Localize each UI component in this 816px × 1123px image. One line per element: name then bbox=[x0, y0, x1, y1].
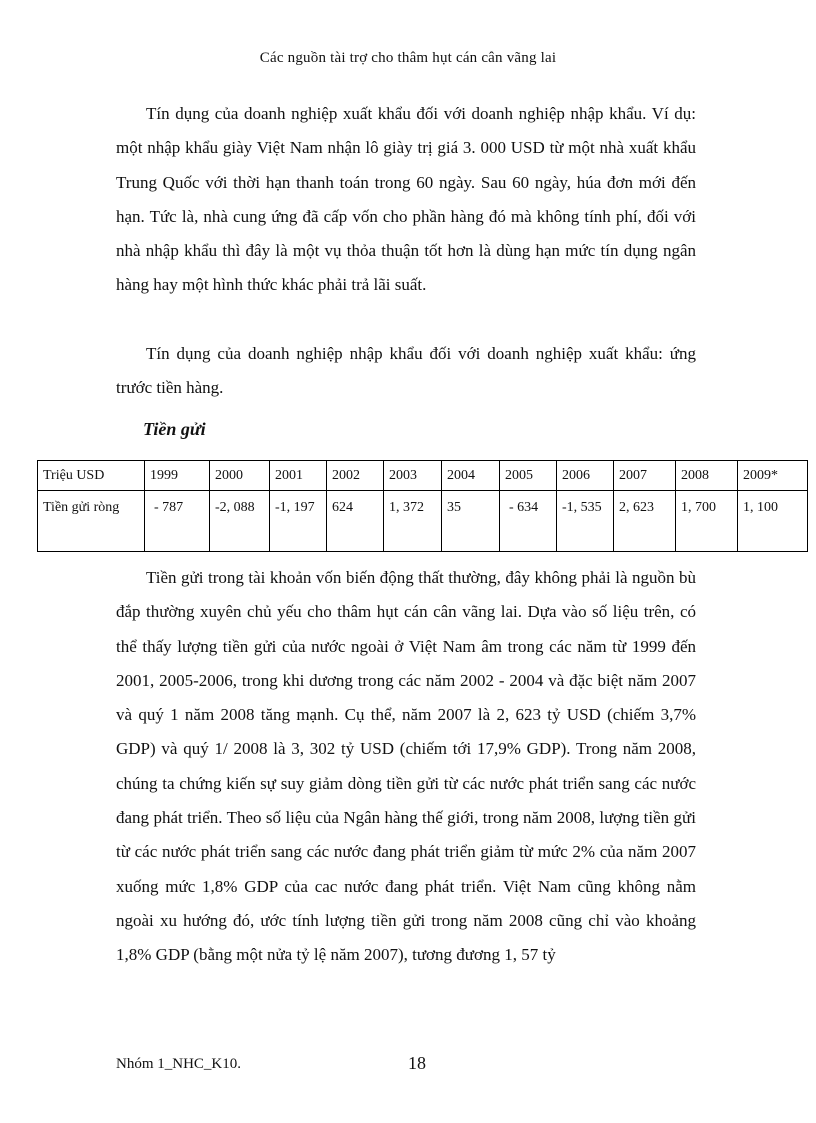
paragraph-importer-credit: Tín dụng của doanh nghiệp nhập khẩu đối với doanh nghiệp xuất khẩu: ứng trước tiền hàng. bbox=[116, 344, 696, 398]
table-cell: - 634 bbox=[500, 491, 557, 552]
row-label: Tiền gửi ròng bbox=[38, 491, 145, 552]
table-row bbox=[38, 491, 808, 552]
year-header: 2007 bbox=[614, 461, 676, 491]
paragraph-exporter-credit: Tín dụng của doanh nghiệp xuất khẩu đối với doanh nghiệp nhập khẩu. Ví dụ: một nhập khẩu giày Việt Nam nhận lô giày trị giá 3. 000 USD từ một nhà xuất khẩu Trung Quốc với thời hạn thanh toán trong 60 ngày. Sau 60 ngày, húa đơn mới đến hạn. Tức là, nhà cung ứng đã cấp vốn cho phần hàng đó mà không tính phí, đối với nhà nhập khẩu thì đây là một vụ thỏa thuận tốt hơn là dùng hạn mức tín dụng ngân hàng hay một hình thức khác phải trả lãi suất. bbox=[116, 104, 696, 295]
deposits-table bbox=[37, 460, 808, 552]
year-header: 2000 bbox=[210, 461, 270, 491]
footer-group-label: Nhóm 1_NHC_K10. bbox=[116, 1056, 242, 1072]
year-header: 2008 bbox=[676, 461, 738, 491]
table-cell: 1, 372 bbox=[384, 491, 442, 552]
table-cell: - 787 bbox=[145, 491, 210, 552]
year-header: 2009* bbox=[738, 461, 808, 491]
table-cell: 624 bbox=[327, 491, 384, 552]
table-cell: 1, 700 bbox=[676, 491, 738, 552]
year-header: 2002 bbox=[327, 461, 384, 491]
table-header-label: Triệu USD bbox=[38, 461, 145, 491]
page-number: 18 bbox=[408, 1053, 426, 1073]
table-cell: 35 bbox=[442, 491, 500, 552]
year-header: 2001 bbox=[270, 461, 327, 491]
table-cell: -2, 088 bbox=[210, 491, 270, 552]
section-heading-deposits: Tiền gửi bbox=[143, 419, 206, 439]
table-cell: 1, 100 bbox=[738, 491, 808, 552]
year-header: 1999 bbox=[145, 461, 210, 491]
year-header: 2003 bbox=[384, 461, 442, 491]
table-cell: -1, 535 bbox=[557, 491, 614, 552]
year-header: 2005 bbox=[500, 461, 557, 491]
year-header: 2006 bbox=[557, 461, 614, 491]
table-header-row bbox=[38, 461, 808, 491]
table-cell: 2, 623 bbox=[614, 491, 676, 552]
running-header: Các nguồn tài trợ cho thâm hụt cán cân vãng lai bbox=[259, 50, 557, 66]
year-header: 2004 bbox=[442, 461, 500, 491]
paragraph-deposits-analysis: Tiền gửi trong tài khoản vốn biến động thất thường, đây không phải là nguồn bù đắp thường xuyên chủ yếu cho thâm hụt cán cân vãng lai. Dựa vào số liệu trên, có thể thấy lượng tiền gửi của nước ngoài ở Việt Nam âm trong các năm từ 1999 đến 2001, 2005-2006, trong khi dương trong các năm 2002 - 2004 và đặc biệt năm 2007 và quý 1 năm 2008 tăng mạnh. Cụ thể, năm 2007 là 2, 623 tỷ USD (chiếm 3,7% GDP) và quý 1/ 2008 là 3, 302 tỷ USD (chiếm tới 17,9% GDP). Trong năm 2008, chúng ta chứng kiến sự suy giảm dòng tiền gửi từ các nước phát triển sang các nước đang phát triển. Theo số liệu của Ngân hàng thế giới, trong năm 2008, lượng tiền gửi từ các nước phát triển sang các nước đang phát triển giảm từ mức 2% của năm 2007 xuống mức 1,8% GDP của cac nước đang phát triển. Việt Nam cũng không nằm ngoài xu hướng đó, ước tính lượng tiền gửi trong năm 2008 cũng chỉ vào khoảng 1,8% GDP (bằng một nửa tỷ lệ năm 2007), tương đương 1, 57 tỷ bbox=[116, 568, 696, 965]
table-cell: -1, 197 bbox=[270, 491, 327, 552]
